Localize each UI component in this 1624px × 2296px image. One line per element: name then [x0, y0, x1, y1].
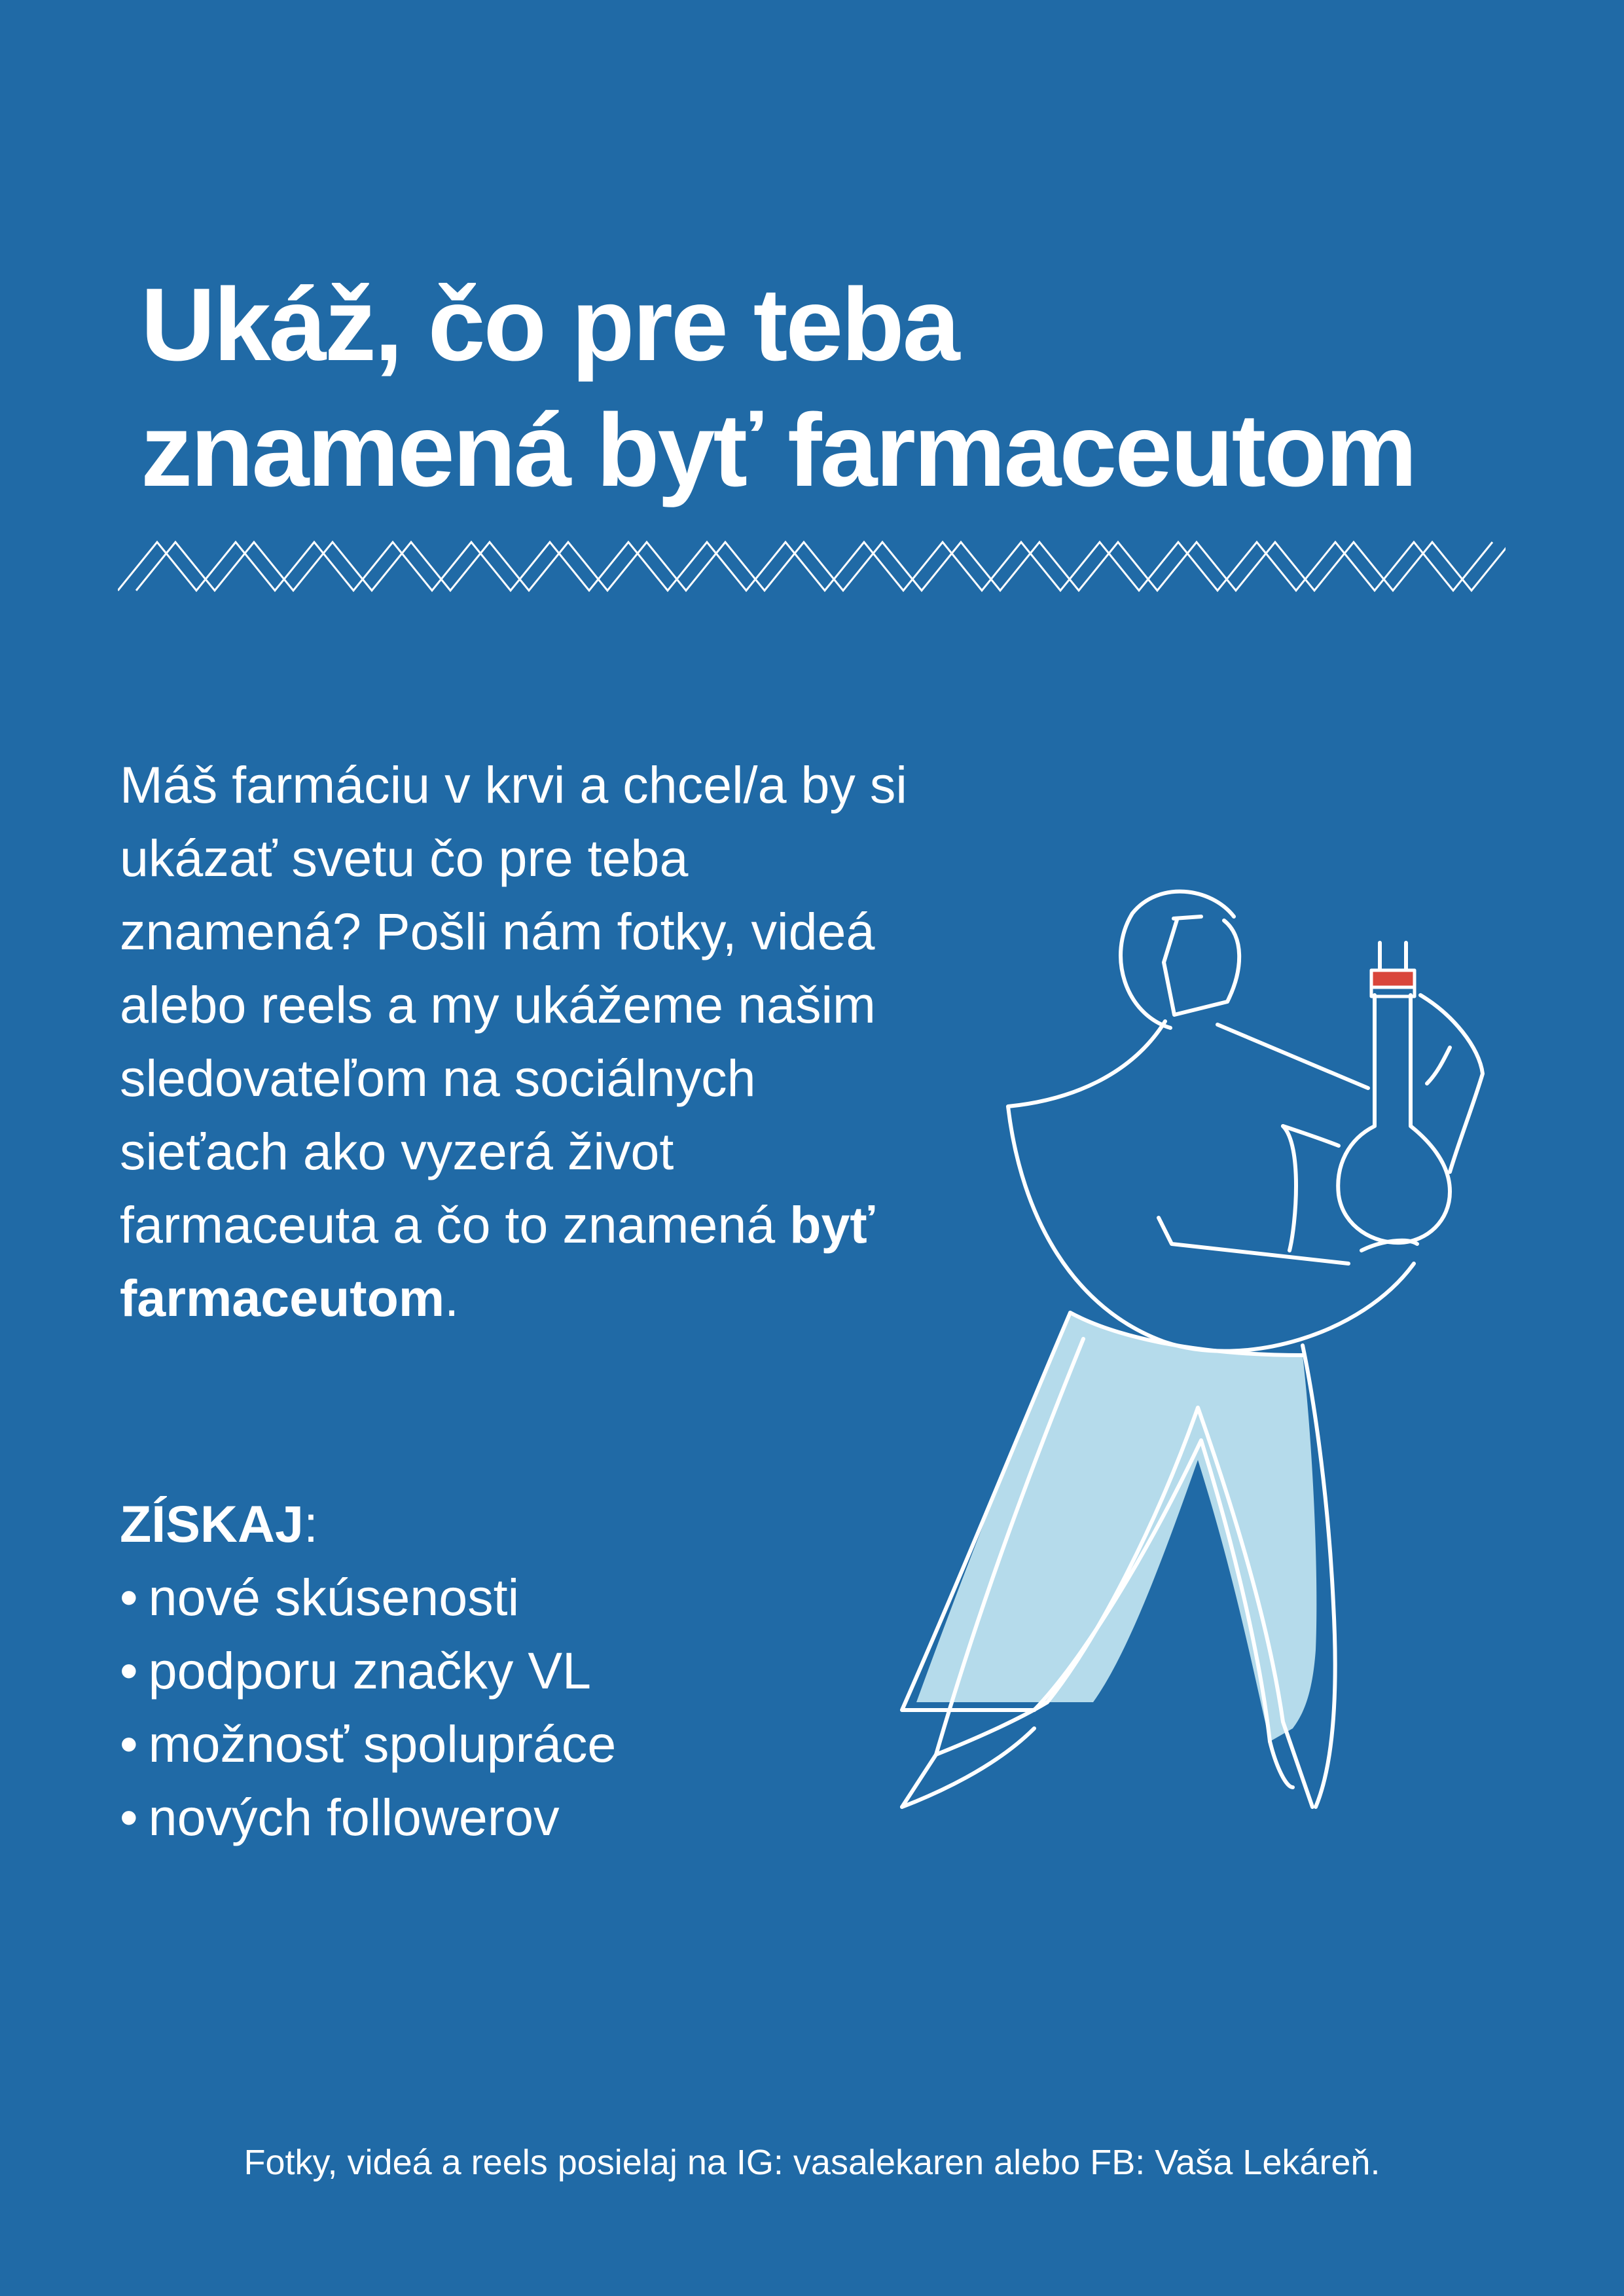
benefit-label: nových followerov	[148, 1788, 560, 1846]
flask-cap-icon	[1371, 970, 1415, 987]
list-item	[120, 1707, 905, 1781]
headline-line-1: Ukáž, čo pre teba	[141, 267, 958, 382]
bullet-icon: •	[120, 1715, 138, 1773]
pharmacist-illustration-icon	[851, 851, 1538, 1951]
bullet-icon: •	[120, 1788, 138, 1846]
list-item	[120, 1634, 905, 1707]
headline-line-2: znamená byť farmaceutom	[141, 393, 1416, 508]
benefits-title-suffix: :	[303, 1495, 318, 1553]
benefits-title: ZÍSKAJ	[120, 1495, 304, 1553]
fingers-line	[1427, 1048, 1450, 1084]
footer-note: Fotky, videá a reels posielaj na IG: vasalekaren alebo FB: Vaša Lekáreň.	[244, 2143, 1380, 2182]
headline	[141, 262, 1415, 513]
intro-text: Máš farmáciu v krvi a chcel/a by si ukázať svetu čo pre teba znamená? Pošli nám fotky, videá alebo reels a my ukážeme našim sledovateľom na sociálnych sieťach ako vyzerá život farmaceuta a čo to znamená	[120, 756, 907, 1254]
benefit-label: nové skúsenosti	[148, 1568, 520, 1626]
arm-line	[1218, 1025, 1368, 1088]
benefits-heading	[120, 1487, 905, 1561]
torso-outline	[1008, 1021, 1414, 1351]
bullet-icon: •	[120, 1641, 138, 1700]
chest-line	[1159, 1218, 1348, 1264]
list-item	[120, 1561, 905, 1634]
benefits-list	[120, 1561, 905, 1854]
intro-bold-text: byť farmaceutom	[120, 1195, 875, 1327]
bullet-icon: •	[120, 1568, 138, 1626]
zigzag-divider-icon	[118, 537, 1506, 596]
flask-neck-left	[1338, 995, 1450, 1243]
benefit-label: možnosť spolupráce	[148, 1715, 617, 1773]
intro-paragraph	[120, 748, 931, 1335]
benefits-section	[120, 1487, 905, 1854]
face-outline	[1164, 917, 1239, 1015]
list-item	[120, 1781, 905, 1854]
trousers-shape	[916, 1313, 1316, 1741]
benefit-label: podporu značky VL	[148, 1641, 591, 1700]
elbow-line	[1283, 1126, 1296, 1250]
trousers-seam	[1270, 1741, 1293, 1787]
head-outline	[1121, 892, 1234, 1028]
intro-end: .	[444, 1269, 460, 1327]
